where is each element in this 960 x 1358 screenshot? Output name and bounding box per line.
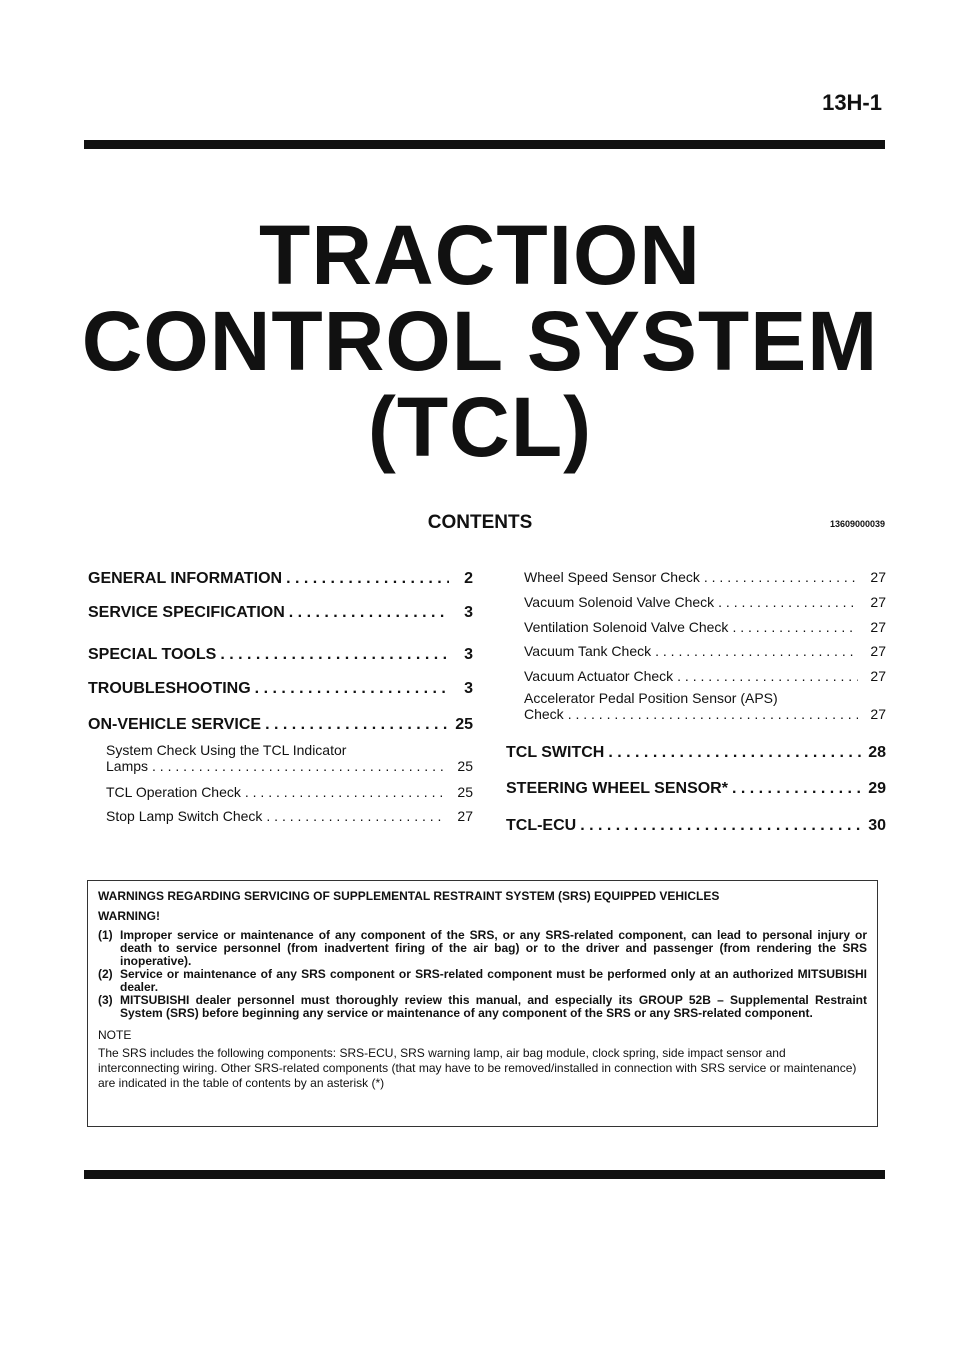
- toc-entry[interactable]: [88, 646, 473, 664]
- toc-label: Accelerator Pedal Position Sensor (APS): [524, 690, 778, 706]
- toc-leader: [245, 784, 445, 800]
- toc-page: 30: [868, 817, 886, 834]
- warning-item-number: (2): [98, 967, 113, 981]
- toc-leader: [152, 758, 445, 774]
- warning-item: [98, 994, 867, 1020]
- toc-label: SPECIAL TOOLS: [88, 646, 217, 663]
- toc-page: 25: [457, 784, 473, 800]
- toc-leader: [220, 646, 449, 664]
- toc-leader: [732, 619, 858, 635]
- toc-label: Vacuum Actuator Check: [524, 668, 674, 684]
- title-line-3: (TCL): [367, 380, 593, 474]
- note-text: The SRS includes the following components: SRS-ECU, SRS warning lamp, air bag module, clock spring, side impact sensor and interconnecting wiring. Other SRS-related components (that may have to be removed/installed in connection with SRS service or maintenance) are indicated in the table of contents by an asterisk (*): [98, 1046, 857, 1090]
- toc-page: 25: [455, 716, 473, 733]
- toc-leader: [732, 780, 862, 798]
- warning-item-text: Service or maintenance of any SRS component or SRS-related component must be performed only at an authorized MITSUBISHI dealer.: [120, 967, 867, 994]
- toc-leader: [677, 668, 858, 684]
- page-number: 13H-1: [822, 90, 882, 115]
- toc-page: 27: [870, 643, 886, 659]
- toc-leader: [718, 594, 858, 610]
- toc-page: 27: [870, 668, 886, 684]
- toc-leader: [580, 817, 862, 835]
- toc-sub-entry[interactable]: [524, 643, 886, 659]
- toc-page: 27: [870, 594, 886, 610]
- toc-sub-entry[interactable]: [524, 619, 886, 635]
- contents-heading: CONTENTS: [427, 512, 533, 533]
- toc-label: Wheel Speed Sensor Check: [524, 569, 700, 585]
- top-rule: [84, 140, 885, 149]
- toc-label: Stop Lamp Switch Check: [106, 808, 263, 824]
- toc-entry[interactable]: [506, 817, 886, 835]
- bottom-rule: [84, 1170, 885, 1179]
- toc-leader: [266, 808, 445, 824]
- toc-page: 3: [464, 604, 473, 621]
- toc-leader: [655, 643, 858, 659]
- toc-sub-entry[interactable]: [106, 742, 473, 774]
- toc-label: Ventilation Solenoid Valve Check: [524, 619, 729, 635]
- toc-sub-entry[interactable]: [524, 668, 886, 684]
- toc-label: System Check Using the TCL Indicator: [106, 742, 347, 758]
- warning-subheading: WARNING!: [98, 909, 160, 923]
- toc-page: 25: [457, 758, 473, 774]
- toc-entry[interactable]: [506, 744, 886, 762]
- toc-entry[interactable]: [506, 780, 886, 798]
- toc-label: TCL Operation Check: [106, 784, 241, 800]
- toc-sub-entry[interactable]: [524, 690, 886, 722]
- toc-label: Vacuum Solenoid Valve Check: [524, 594, 715, 610]
- title-line-2: CONTROL SYSTEM: [81, 294, 879, 388]
- toc-label: GENERAL INFORMATION: [88, 570, 283, 587]
- note-label: NOTE: [98, 1028, 132, 1042]
- toc-leader: [568, 706, 858, 722]
- toc-leader: [704, 569, 858, 585]
- toc-label: TCL-ECU: [506, 817, 577, 834]
- warning-item-number: (3): [98, 993, 113, 1007]
- toc-label: Lamps: [106, 758, 149, 774]
- toc-page: 27: [457, 808, 473, 824]
- toc-leader: [289, 604, 449, 622]
- toc-entry[interactable]: [88, 716, 473, 734]
- toc-sub-entry[interactable]: [106, 784, 473, 800]
- toc-label: STEERING WHEEL SENSOR*: [506, 780, 728, 797]
- toc-leader: [255, 680, 449, 698]
- toc-page: 29: [868, 780, 886, 797]
- toc-label: Vacuum Tank Check: [524, 643, 652, 659]
- toc-page: 3: [464, 680, 473, 697]
- toc-page: 27: [870, 706, 886, 722]
- toc-label: ON-VEHICLE SERVICE: [88, 716, 262, 733]
- document-code: 13609000039: [829, 519, 885, 529]
- toc-leader: [265, 716, 449, 734]
- toc-label: TROUBLESHOOTING: [88, 680, 251, 697]
- srs-warning-box: [87, 880, 878, 1127]
- warning-item: [98, 929, 867, 968]
- toc-entry[interactable]: [88, 604, 473, 622]
- toc-label: Check: [524, 706, 564, 722]
- toc-entry[interactable]: [88, 570, 473, 588]
- toc-sub-entry[interactable]: [524, 594, 886, 610]
- toc-sub-entry[interactable]: [524, 569, 886, 585]
- toc-sub-entry[interactable]: [106, 808, 473, 824]
- warning-item-text: MITSUBISHI dealer personnel must thoroughly review this manual, and especially its GROUP 52B – Supplemental Restraint System (SRS) before beginning any service or maintenance of any component of the SRS or any SRS-related component.: [120, 993, 867, 1020]
- toc-page: 27: [870, 619, 886, 635]
- toc-entry[interactable]: [88, 680, 473, 698]
- warning-item: [98, 968, 867, 994]
- toc-leader: [608, 744, 862, 762]
- toc-page: 28: [868, 744, 886, 761]
- warning-item-text: Improper service or maintenance of any component of the SRS, or any SRS-related component, can lead to personal injury or death to service personnel (from inadvertent firing of the air bag) or to the driver and passenger (from rendering the SRS inoperative).: [120, 928, 867, 968]
- toc-page: 27: [870, 569, 886, 585]
- toc-page: 3: [464, 646, 473, 663]
- title-line-1: TRACTION: [259, 208, 701, 302]
- warning-heading: WARNINGS REGARDING SERVICING OF SUPPLEMENTAL RESTRAINT SYSTEM (SRS) EQUIPPED VEHICLES: [98, 889, 720, 903]
- toc-label: SERVICE SPECIFICATION: [88, 604, 285, 621]
- toc-page: 2: [464, 570, 473, 587]
- toc-label: TCL SWITCH: [506, 744, 605, 761]
- warning-item-number: (1): [98, 928, 113, 942]
- toc-leader: [286, 570, 449, 588]
